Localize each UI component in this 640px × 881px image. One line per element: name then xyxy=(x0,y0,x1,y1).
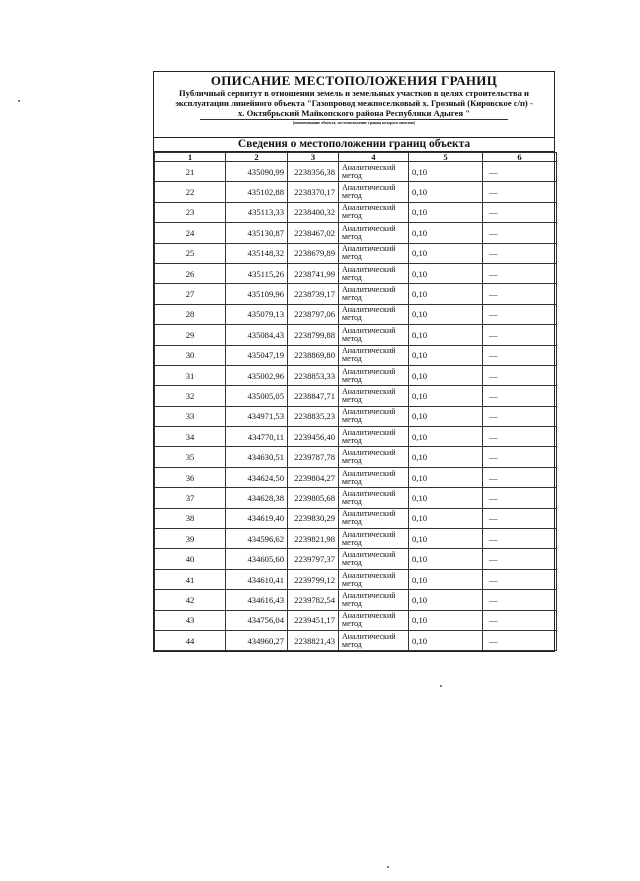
coordinate-y: 2238741,99 xyxy=(288,263,339,283)
precision-cell: 0,10 xyxy=(409,325,483,345)
coordinate-y: 2238869,80 xyxy=(288,345,339,365)
coordinate-x: 434619,40 xyxy=(226,508,288,528)
method-cell: Аналитический метод xyxy=(339,365,409,385)
coordinate-x: 435005,05 xyxy=(226,386,288,406)
point-number: 44 xyxy=(155,630,226,650)
coordinate-x: 435079,13 xyxy=(226,304,288,324)
method-cell: Аналитический метод xyxy=(339,529,409,549)
point-number: 33 xyxy=(155,406,226,426)
coordinate-x: 435084,43 xyxy=(226,325,288,345)
coordinates-table xyxy=(154,152,557,651)
coordinate-y: 2238679,89 xyxy=(288,243,339,263)
method-cell: Аналитический метод xyxy=(339,223,409,243)
precision-cell: 0,10 xyxy=(409,427,483,447)
coordinate-y: 2239821,98 xyxy=(288,529,339,549)
description-cell: — xyxy=(483,569,557,589)
table-row xyxy=(155,284,557,304)
coordinate-y: 2238356,38 xyxy=(288,162,339,182)
precision-cell: 0,10 xyxy=(409,243,483,263)
precision-cell: 0,10 xyxy=(409,529,483,549)
table-row xyxy=(155,182,557,202)
coordinate-y: 2238400,32 xyxy=(288,202,339,222)
table-row xyxy=(155,447,557,467)
coordinate-y: 2239787,78 xyxy=(288,447,339,467)
method-cell: Аналитический метод xyxy=(339,284,409,304)
description-cell: — xyxy=(483,529,557,549)
precision-cell: 0,10 xyxy=(409,610,483,630)
table-row xyxy=(155,202,557,222)
method-cell: Аналитический метод xyxy=(339,386,409,406)
coordinate-y: 2239830,29 xyxy=(288,508,339,528)
subtitle-line: Публичный сервитут в отношении земель и земельных участков в целях строительства и xyxy=(179,88,529,98)
point-number: 34 xyxy=(155,427,226,447)
table-body xyxy=(155,162,557,651)
precision-cell: 0,10 xyxy=(409,590,483,610)
precision-cell: 0,10 xyxy=(409,304,483,324)
coordinate-x: 435148,32 xyxy=(226,243,288,263)
coordinate-x: 434770,11 xyxy=(226,427,288,447)
precision-cell: 0,10 xyxy=(409,630,483,650)
method-cell: Аналитический метод xyxy=(339,508,409,528)
table-row xyxy=(155,223,557,243)
point-number: 39 xyxy=(155,529,226,549)
coordinate-x: 435047,19 xyxy=(226,345,288,365)
table-row xyxy=(155,162,557,182)
description-cell: — xyxy=(483,365,557,385)
coordinate-x: 434756,04 xyxy=(226,610,288,630)
method-cell: Аналитический метод xyxy=(339,467,409,487)
coordinate-y: 2238370,17 xyxy=(288,182,339,202)
coordinate-x: 434960,27 xyxy=(226,630,288,650)
scan-speck xyxy=(440,685,442,687)
method-cell: Аналитический метод xyxy=(339,325,409,345)
description-cell: — xyxy=(483,202,557,222)
method-cell: Аналитический метод xyxy=(339,263,409,283)
coordinate-y: 2239451,17 xyxy=(288,610,339,630)
precision-cell: 0,10 xyxy=(409,365,483,385)
coordinate-y: 2239797,37 xyxy=(288,549,339,569)
coordinate-y: 2239782,54 xyxy=(288,590,339,610)
method-cell: Аналитический метод xyxy=(339,202,409,222)
coordinate-y: 2239805,68 xyxy=(288,488,339,508)
method-cell: Аналитический метод xyxy=(339,569,409,589)
precision-cell: 0,10 xyxy=(409,386,483,406)
table-row xyxy=(155,529,557,549)
table-row xyxy=(155,345,557,365)
coordinate-y: 2238797,06 xyxy=(288,304,339,324)
point-number: 36 xyxy=(155,467,226,487)
method-cell: Аналитический метод xyxy=(339,549,409,569)
table-row xyxy=(155,427,557,447)
table-row xyxy=(155,610,557,630)
scan-speck xyxy=(387,866,389,868)
table-row xyxy=(155,406,557,426)
table-row xyxy=(155,508,557,528)
table-row xyxy=(155,590,557,610)
method-cell: Аналитический метод xyxy=(339,162,409,182)
description-cell: — xyxy=(483,590,557,610)
point-number: 24 xyxy=(155,223,226,243)
section-title: Сведения о местоположении границ объекта xyxy=(154,138,554,152)
description-cell: — xyxy=(483,630,557,650)
table-row xyxy=(155,263,557,283)
table-row xyxy=(155,365,557,385)
point-number: 23 xyxy=(155,202,226,222)
coordinate-y: 2238799,88 xyxy=(288,325,339,345)
scan-speck xyxy=(18,100,20,102)
precision-cell: 0,10 xyxy=(409,345,483,365)
method-cell: Аналитический метод xyxy=(339,488,409,508)
subtitle-line: х. Октябрьский Майкопского района Республики Адыгея " xyxy=(237,108,471,118)
point-number: 37 xyxy=(155,488,226,508)
description-cell: — xyxy=(483,467,557,487)
description-cell: — xyxy=(483,284,557,304)
coordinate-x: 435130,87 xyxy=(226,223,288,243)
precision-cell: 0,10 xyxy=(409,202,483,222)
method-cell: Аналитический метод xyxy=(339,182,409,202)
method-cell: Аналитический метод xyxy=(339,590,409,610)
method-cell: Аналитический метод xyxy=(339,447,409,467)
method-cell: Аналитический метод xyxy=(339,427,409,447)
coordinate-y: 2239799,12 xyxy=(288,569,339,589)
description-cell: — xyxy=(483,427,557,447)
coordinate-x: 434630,51 xyxy=(226,447,288,467)
coordinate-x: 434610,41 xyxy=(226,569,288,589)
coordinate-x: 435002,96 xyxy=(226,365,288,385)
description-cell: — xyxy=(483,549,557,569)
coordinate-x: 434596,62 xyxy=(226,529,288,549)
object-caption: (наименование объекта, местоположение границ которого описано) xyxy=(292,120,416,125)
method-cell: Аналитический метод xyxy=(339,610,409,630)
column-header: 2 xyxy=(226,153,288,162)
point-number: 28 xyxy=(155,304,226,324)
precision-cell: 0,10 xyxy=(409,488,483,508)
point-number: 41 xyxy=(155,569,226,589)
coordinate-y: 2238847,71 xyxy=(288,386,339,406)
table-row xyxy=(155,488,557,508)
precision-cell: 0,10 xyxy=(409,406,483,426)
point-number: 29 xyxy=(155,325,226,345)
table-row xyxy=(155,569,557,589)
precision-cell: 0,10 xyxy=(409,549,483,569)
precision-cell: 0,10 xyxy=(409,569,483,589)
precision-cell: 0,10 xyxy=(409,447,483,467)
precision-cell: 0,10 xyxy=(409,223,483,243)
document-header xyxy=(154,72,554,126)
coordinate-x: 434605,60 xyxy=(226,549,288,569)
table-row xyxy=(155,304,557,324)
method-cell: Аналитический метод xyxy=(339,304,409,324)
table-row xyxy=(155,549,557,569)
table-row xyxy=(155,243,557,263)
coordinate-x: 435090,99 xyxy=(226,162,288,182)
coordinate-x: 434624,50 xyxy=(226,467,288,487)
document-title: ОПИСАНИЕ МЕСТОПОЛОЖЕНИЯ ГРАНИЦ xyxy=(210,73,498,88)
point-number: 27 xyxy=(155,284,226,304)
coordinate-y: 2238467,02 xyxy=(288,223,339,243)
header-divider xyxy=(154,126,554,138)
description-cell: — xyxy=(483,304,557,324)
point-number: 32 xyxy=(155,386,226,406)
coordinate-y: 2238739,17 xyxy=(288,284,339,304)
table-row xyxy=(155,386,557,406)
table-row xyxy=(155,325,557,345)
point-number: 40 xyxy=(155,549,226,569)
point-number: 38 xyxy=(155,508,226,528)
precision-cell: 0,10 xyxy=(409,467,483,487)
coordinate-x: 435113,33 xyxy=(226,202,288,222)
description-cell: — xyxy=(483,406,557,426)
method-cell: Аналитический метод xyxy=(339,630,409,650)
point-number: 31 xyxy=(155,365,226,385)
caption-underline xyxy=(200,119,508,126)
table-row xyxy=(155,630,557,650)
description-cell: — xyxy=(483,182,557,202)
description-cell: — xyxy=(483,386,557,406)
coordinate-x: 434971,53 xyxy=(226,406,288,426)
description-cell: — xyxy=(483,243,557,263)
coordinate-y: 2238853,33 xyxy=(288,365,339,385)
description-cell: — xyxy=(483,325,557,345)
description-cell: — xyxy=(483,447,557,467)
method-cell: Аналитический метод xyxy=(339,243,409,263)
method-cell: Аналитический метод xyxy=(339,345,409,365)
subtitle-line: эксплуатации линейного объекта "Газопровод межпоселковый х. Грозный (Кировское с/п) - xyxy=(175,98,533,108)
point-number: 30 xyxy=(155,345,226,365)
precision-cell: 0,10 xyxy=(409,284,483,304)
table-row xyxy=(155,467,557,487)
description-cell: — xyxy=(483,488,557,508)
coordinate-x: 435109,96 xyxy=(226,284,288,304)
description-cell: — xyxy=(483,345,557,365)
description-cell: — xyxy=(483,223,557,243)
column-header: 3 xyxy=(288,153,339,162)
coordinate-y: 2239804,27 xyxy=(288,467,339,487)
description-cell: — xyxy=(483,508,557,528)
column-header: 5 xyxy=(409,153,483,162)
point-number: 21 xyxy=(155,162,226,182)
coordinate-x: 434628,38 xyxy=(226,488,288,508)
precision-cell: 0,10 xyxy=(409,182,483,202)
precision-cell: 0,10 xyxy=(409,263,483,283)
point-number: 43 xyxy=(155,610,226,630)
table-header-row xyxy=(155,153,557,162)
point-number: 35 xyxy=(155,447,226,467)
column-header: 4 xyxy=(339,153,409,162)
description-cell: — xyxy=(483,162,557,182)
point-number: 22 xyxy=(155,182,226,202)
precision-cell: 0,10 xyxy=(409,162,483,182)
column-header: 6 xyxy=(483,153,557,162)
point-number: 26 xyxy=(155,263,226,283)
description-cell: — xyxy=(483,263,557,283)
method-cell: Аналитический метод xyxy=(339,406,409,426)
coordinate-x: 434616,43 xyxy=(226,590,288,610)
document-frame xyxy=(153,71,555,652)
coordinate-x: 435102,88 xyxy=(226,182,288,202)
coordinate-x: 435115,26 xyxy=(226,263,288,283)
precision-cell: 0,10 xyxy=(409,508,483,528)
coordinate-y: 2238835,23 xyxy=(288,406,339,426)
coordinate-y: 2239456,40 xyxy=(288,427,339,447)
description-cell: — xyxy=(483,610,557,630)
point-number: 25 xyxy=(155,243,226,263)
coordinate-y: 2238821,43 xyxy=(288,630,339,650)
point-number: 42 xyxy=(155,590,226,610)
column-header: 1 xyxy=(155,153,226,162)
